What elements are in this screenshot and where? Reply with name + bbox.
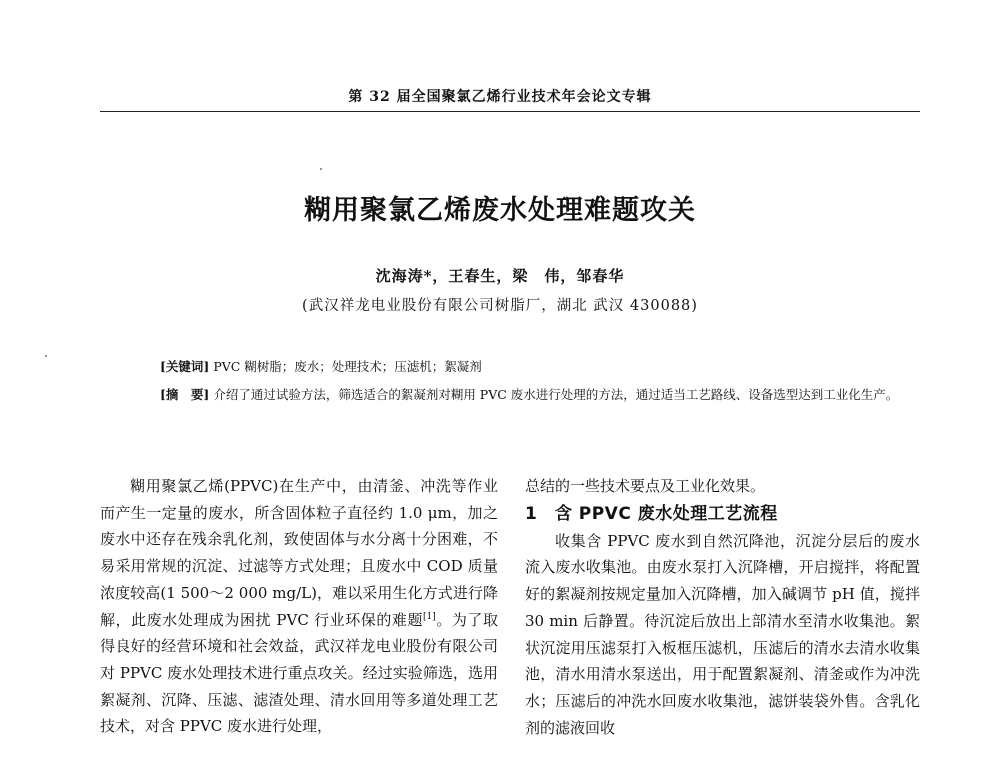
affiliation: (武汉祥龙电业股份有限公司树脂厂，湖北 武汉 430088) [302, 298, 698, 314]
paper-title: 糊用聚氯乙烯废水处理难题攻关 [304, 195, 696, 226]
body-lead: 总结的一些技术要点及工业化效果。 [525, 477, 766, 495]
body-text: 糊用聚氯乙烯(PPVC)在生产中，由清釜、冲洗等作业而产生一定量的废水，所含固体粒子直径约 1.0 μm，加之废水中还存在残余乳化剂，致使固体与水分离十分困难，不易采用常规的沉淀、过滤等方式处理；且废水中 COD 质量浓度较高(1 500～2 000 mg/L)，难以采用生化方式进行降解，此废水处理成为困扰 PVC 行业环保的难题 [100, 477, 498, 629]
abstract-label: [摘 要] [160, 387, 210, 402]
scan-speck [320, 168, 322, 170]
abstract [132, 382, 902, 407]
keywords-text: PVC 糊树脂；废水；处理技术；压滤机；絮凝剂 [209, 359, 482, 374]
section-heading: 1 含 PPVC 废水处理工艺流程 [525, 503, 778, 524]
abstract-text: 介绍了通过试验方法，筛选适合的絮凝剂对糊用 PVC 废水进行处理的方法，通过适当工艺路线、设备选型达到工业化生产。 [209, 387, 899, 402]
authors: 沈海涛*，王春生，梁 伟，邹春华 [375, 267, 625, 285]
scan-speck [45, 355, 47, 357]
keywords-label: [关键词] [160, 359, 210, 374]
keywords [160, 357, 482, 375]
body-left-column [100, 473, 498, 740]
body-text: 。为了取得良好的经营环境和社会效益，武汉祥龙电业股份有限公司对 PPVC 废水处理技术进行重点攻关。经过实验筛选，选用絮凝剂、沉降、压滤、滤渣处理、清水回用等多道处理工艺技术，对含 PPVC 废水进行处理， [100, 610, 498, 736]
header-rule [100, 111, 920, 112]
body-paragraph [100, 473, 498, 740]
reference-mark: [1] [423, 611, 436, 622]
running-header: 第 32 届全国聚氯乙烯行业技术年会论文专辑 [348, 89, 652, 105]
body-right-column [525, 473, 920, 741]
section-paragraph: 收集含 PPVC 废水到自然沉降池，沉淀分层后的废水流入废水收集池。由废水泵打入沉降槽，开启搅拌，将配置好的絮凝剂按规定量加入沉降槽，加入碱调节 pH 值，搅拌 30 min 后静置。待沉淀后放出上部清水至清水收集池。絮状沉淀用压滤泵打入板框压滤机，压滤后的清水去清水收集池，清水用清水泵送出，用于配置絮凝剂、清釜或作为冲洗水；压滤后的冲洗水回废水收集池，滤饼装袋外售。含乳化剂的滤液回收 [525, 531, 920, 737]
